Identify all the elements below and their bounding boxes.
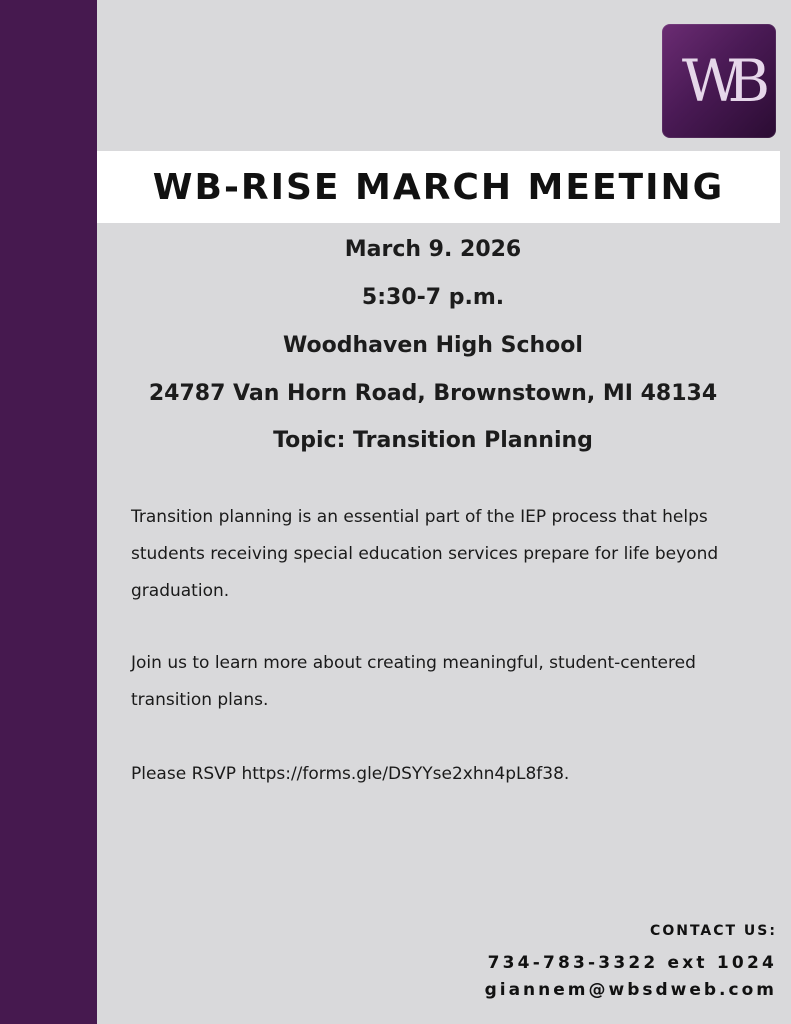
- page-title: WB-RISE MARCH MEETING: [152, 166, 725, 208]
- description-paragraph: Transition planning is an essential part of the IEP process that helps students receiving special education services prepare for life beyond graduation.: [131, 507, 719, 601]
- event-time: 5:30-7 p.m.: [361, 285, 505, 310]
- event-topic: Topic: Transition Planning: [273, 428, 593, 453]
- contact-phone: 734-783-3322 ext 1024: [487, 953, 777, 973]
- contact-label: CONTACT US:: [650, 923, 777, 939]
- event-date: March 9. 2026: [344, 237, 522, 262]
- logo-text: WB: [681, 47, 757, 115]
- rsvp-text: Please RSVP https://forms.gle/DSYYse2xhn4pL8f38.: [131, 764, 570, 784]
- event-location: Woodhaven High School: [283, 333, 583, 358]
- invitation-paragraph: Join us to learn more about creating meaningful, student-centered transition plans.: [131, 653, 696, 710]
- event-address: 24787 Van Horn Road, Brownstown, MI 48134: [148, 381, 718, 406]
- contact-email: giannem@wbsdweb.com: [484, 980, 777, 1000]
- title-band: [97, 151, 780, 223]
- wb-logo: [662, 24, 776, 138]
- side-bar: [0, 0, 97, 1024]
